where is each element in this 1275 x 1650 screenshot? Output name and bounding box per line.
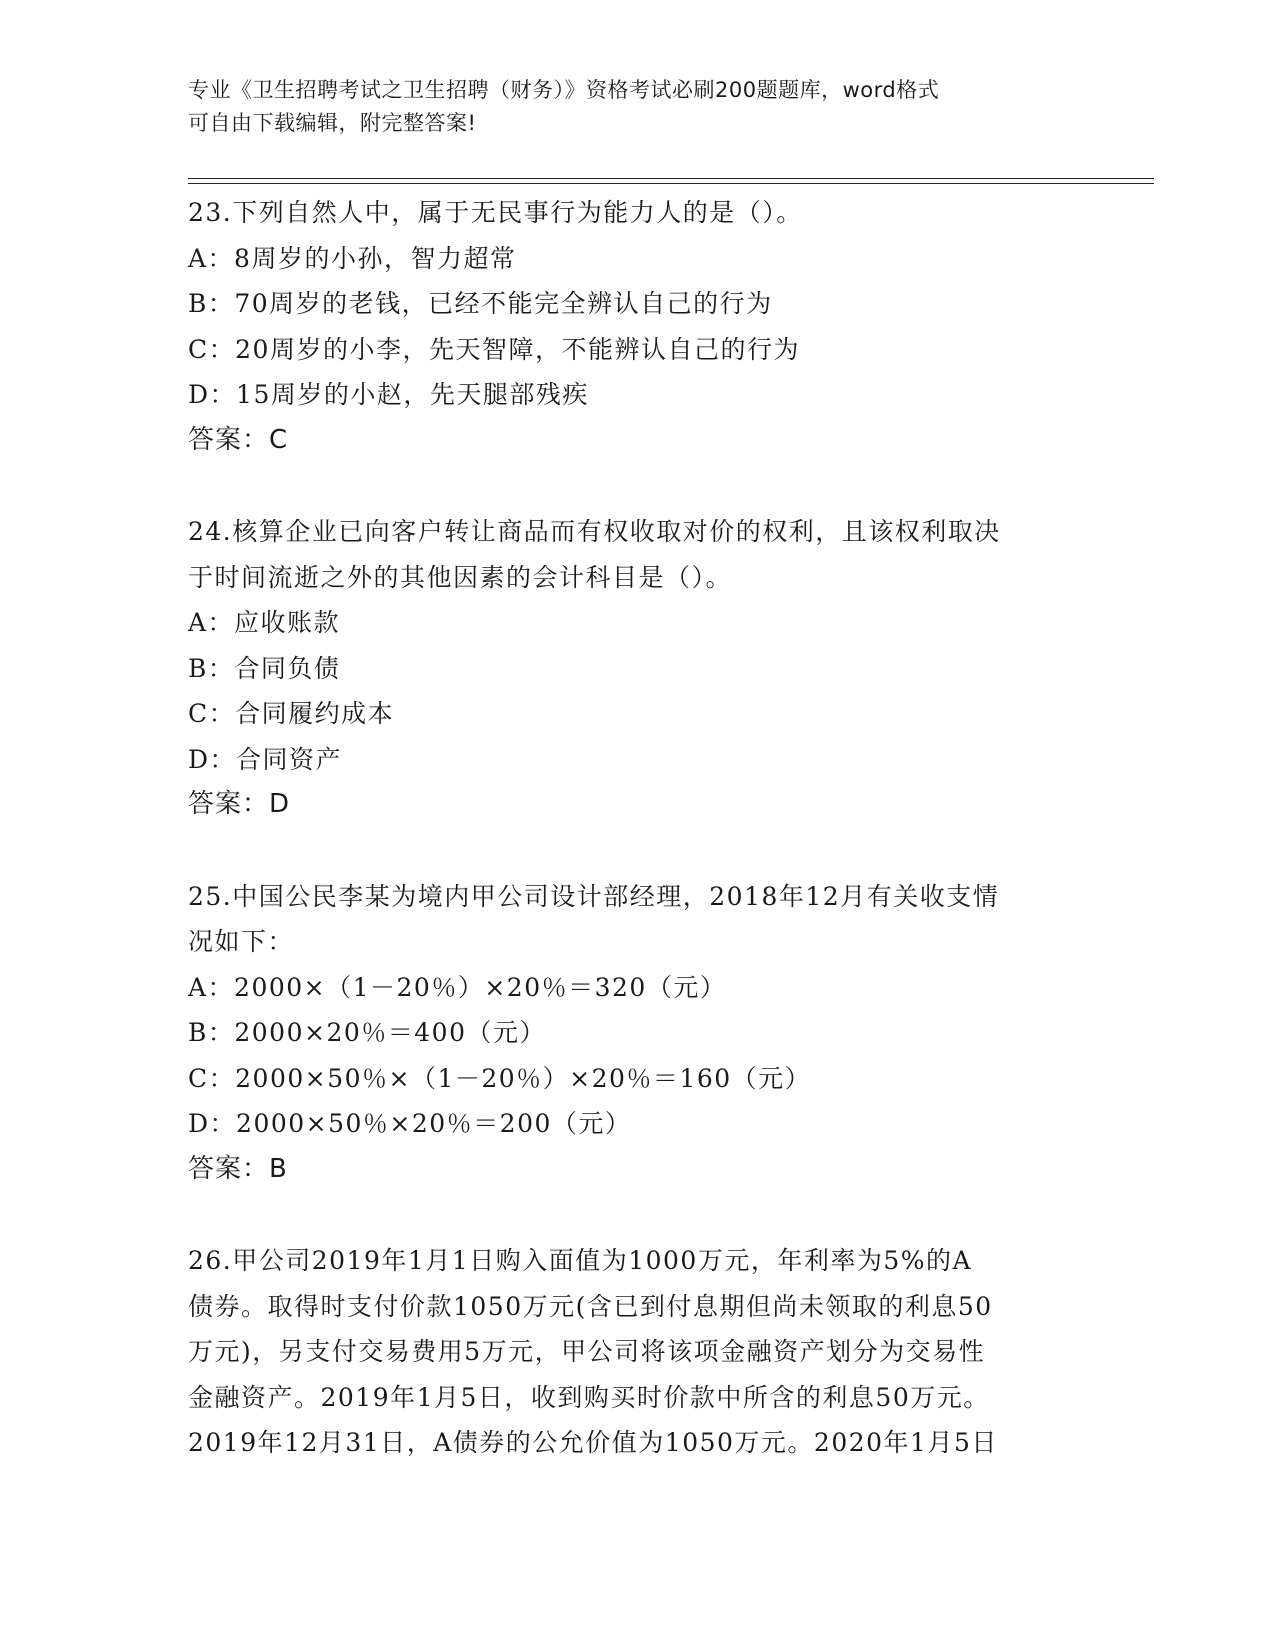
answer-line: 答案：D bbox=[188, 789, 291, 819]
option-d: D：15周岁的小赵，先天腿部残疾 bbox=[188, 380, 589, 409]
question-stem: 于时间流逝之外的其他因素的会计科目是（）。 bbox=[188, 562, 733, 592]
question-23 bbox=[188, 190, 1088, 463]
question-stem: 况如下： bbox=[188, 927, 295, 956]
question-list bbox=[188, 190, 1088, 1512]
question-stem: 万元)，另支付交易费用5万元，甲公司将该项金融资产划分为交易性 bbox=[188, 1337, 986, 1366]
answer-line: 答案：B bbox=[188, 1153, 288, 1184]
option-d: D：2000×50％×20％＝200（元） bbox=[188, 1109, 632, 1138]
document-header bbox=[188, 74, 1088, 140]
option-d: D：合同资产 bbox=[188, 744, 343, 774]
option-a: A：8周岁的小孙，智力超常 bbox=[188, 243, 517, 273]
question-stem: 23.下列自然人中，属于无民事行为能力人的是（）。 bbox=[188, 198, 803, 227]
option-c: C：20周岁的小李，先天智障，不能辨认自己的行为 bbox=[188, 334, 800, 364]
option-b: B：合同负债 bbox=[188, 653, 341, 683]
option-c: C：合同履约成本 bbox=[188, 699, 395, 728]
option-a: A：2000×（1－20％）×20％＝320（元） bbox=[188, 972, 727, 1002]
question-stem: 2019年12月31日，A债券的公允价值为1050万元。2020年1月5日 bbox=[188, 1428, 998, 1457]
question-26 bbox=[188, 1238, 1088, 1466]
option-b: B：2000×20％＝400（元） bbox=[188, 1018, 546, 1047]
question-stem: 债券。取得时支付价款1050万元(含已到付息期但尚未领取的利息50 bbox=[188, 1291, 993, 1321]
question-stem: 26.甲公司2019年1月1日购入面值为1000万元，年利率为5%的A bbox=[188, 1246, 973, 1275]
answer-line: 答案：C bbox=[188, 424, 289, 455]
question-stem: 金融资产。2019年1月5日，收到购买时价款中所含的利息50万元。 bbox=[188, 1382, 990, 1412]
header-divider-top bbox=[188, 178, 1154, 179]
question-24 bbox=[188, 509, 1088, 828]
option-b: B：70周岁的老钱，已经不能完全辨认自己的行为 bbox=[188, 289, 773, 318]
header-divider-bottom bbox=[188, 183, 1154, 184]
header-line-1: 专业《卫生招聘考试之卫生招聘（财务）》资格考试必刷200题题库，word格式 bbox=[188, 78, 940, 102]
question-25 bbox=[188, 874, 1088, 1193]
option-a: A：应收账款 bbox=[188, 608, 341, 637]
question-stem: 24.核算企业已向客户转让商品而有权收取对价的权利，且该权利取决 bbox=[188, 517, 1001, 546]
question-stem: 25.中国公民李某为境内甲公司设计部经理，2018年12月有关收支情 bbox=[188, 881, 1000, 911]
header-line-2: 可自由下载编辑，附完整答案! bbox=[188, 111, 477, 135]
option-c: C：2000×50％×（1－20％）×20％＝160（元） bbox=[188, 1063, 812, 1093]
